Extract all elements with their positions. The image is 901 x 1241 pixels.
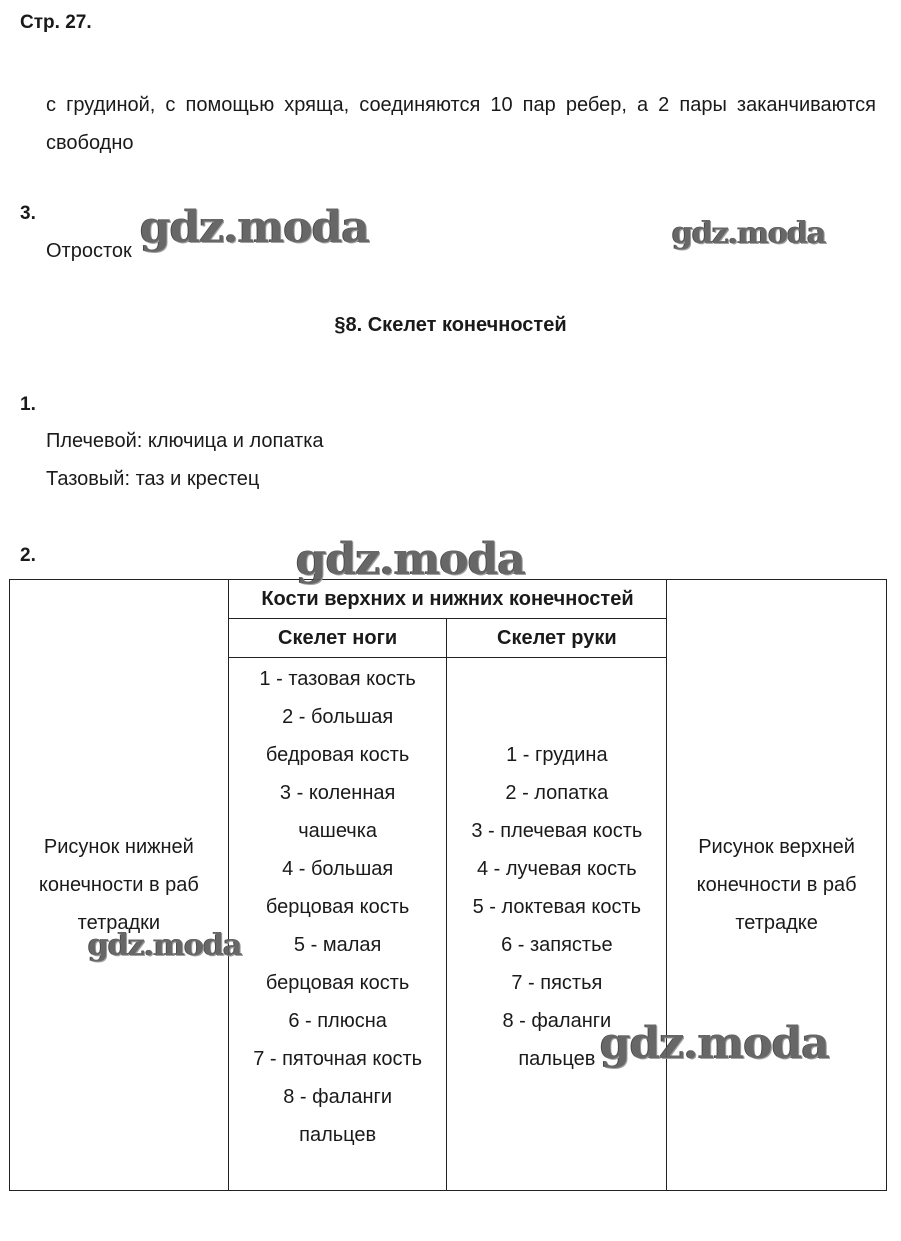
list-item: 5 - малая xyxy=(293,934,382,956)
list-item: 6 - плюсна xyxy=(288,1010,387,1032)
watermark: gdz.moda xyxy=(140,202,370,253)
list-item: 1 - тазовая кость xyxy=(259,668,416,690)
watermark: gdz.moda xyxy=(88,928,242,963)
question-1-number: 1. xyxy=(20,394,36,415)
page-header: Стр. 27. xyxy=(20,12,92,33)
list-item: берцовая кость xyxy=(265,972,410,994)
list-item: 7 - пяточная кость xyxy=(253,1048,423,1070)
list-item: 4 - большая xyxy=(282,858,394,880)
list-item: 5 - локтевая кость xyxy=(472,896,642,918)
lower-limb-drawing-cell: Рисунок нижней конечности в раб тетрадки xyxy=(10,580,229,1191)
leg-skeleton-header: Скелет ноги xyxy=(228,619,447,658)
question-2-number: 2. xyxy=(20,545,36,566)
list-item: 2 - большая xyxy=(282,706,394,728)
continued-paragraph: с грудиной, с помощью хряща, соединяются 10 пар ребер, а 2 пары заканчиваются свободно xyxy=(46,94,876,154)
watermark: gdz.moda xyxy=(600,1018,830,1069)
list-item: 8 - фаланги xyxy=(502,1010,612,1032)
question-1-line-1: Плечевой: ключица и лопатка xyxy=(46,430,324,452)
bones-table xyxy=(9,579,887,1191)
table-header: Кости верхних и нижних конечностей xyxy=(228,580,666,619)
list-item: 3 - плечевая кость xyxy=(471,820,643,842)
question-1-line-2: Тазовый: таз и крестец xyxy=(46,468,260,490)
list-item: 4 - лучевая кость xyxy=(476,858,637,880)
watermark: gdz.moda xyxy=(672,216,826,251)
arm-skeleton-header: Скелет руки xyxy=(447,619,667,658)
list-item: чашечка xyxy=(298,820,378,842)
question-3-answer: Отросток xyxy=(46,240,132,262)
list-item: бедровая кость xyxy=(265,744,410,766)
list-item: 7 - пястья xyxy=(511,972,603,994)
watermark: gdz.moda xyxy=(296,534,526,585)
list-item: пальцев xyxy=(299,1124,377,1146)
list-item: пальцев xyxy=(518,1048,596,1070)
upper-limb-drawing-cell: Рисунок верхней конечности в раб тетрадке xyxy=(667,580,887,1191)
list-item: 6 - запястье xyxy=(501,934,613,956)
list-item: 3 - коленная xyxy=(279,782,396,804)
leg-bones-list xyxy=(228,658,447,1191)
section-title: §8. Скелет конечностей xyxy=(334,314,567,336)
list-item: берцовая кость xyxy=(265,896,410,918)
arm-bones-list xyxy=(447,658,667,1191)
list-item: 1 - грудина xyxy=(506,744,608,766)
question-3-number: 3. xyxy=(20,203,36,224)
list-item: 8 - фаланги xyxy=(283,1086,393,1108)
list-item: 2 - лопатка xyxy=(505,782,609,804)
